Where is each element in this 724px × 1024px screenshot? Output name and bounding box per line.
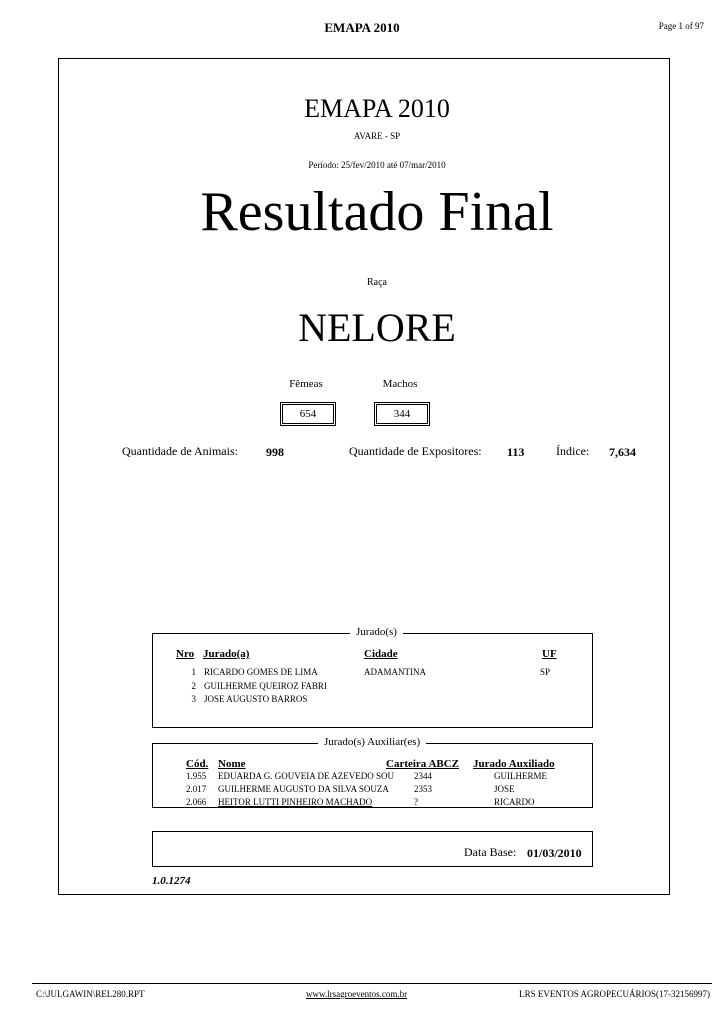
- judge-nro: 2: [191, 681, 196, 691]
- assistant-code: 2.017: [186, 784, 207, 794]
- judge-name: RICARDO GOMES DE LIMA: [204, 667, 318, 677]
- index-label: Índice:: [556, 444, 590, 458]
- assistants-col-judge: Jurado Auxiliado: [473, 758, 555, 770]
- judges-title: Jurado(s): [350, 626, 403, 638]
- females-label: Fêmeas: [289, 378, 323, 390]
- males-label: Machos: [382, 378, 418, 390]
- assistant-code: 2.066: [186, 797, 207, 807]
- assistant-judge: RICARDO: [494, 797, 535, 807]
- assistants-col-card: Carteira ABCZ: [386, 758, 460, 770]
- females-count: 654: [280, 402, 336, 426]
- assistant-name: GUILHERME AUGUSTO DA SILVA SOUZA: [218, 784, 389, 794]
- judge-uf: SP: [540, 667, 551, 677]
- assistant-code: 1.955: [186, 771, 207, 781]
- page-number: Page 1 of 97: [658, 21, 704, 31]
- report-title: Resultado Final: [200, 181, 554, 243]
- page-header-title: EMAPA 2010: [324, 20, 400, 35]
- base-date-value: 01/03/2010: [527, 846, 582, 860]
- animals-value: 998: [266, 445, 284, 459]
- judge-nro: 3: [191, 694, 196, 704]
- index-value: 7,634: [609, 445, 636, 459]
- assistants-col-code: Cód.: [186, 758, 209, 770]
- judges-col-uf: UF: [542, 648, 557, 660]
- footer-website-link[interactable]: www.lrsagroeventos.com.br: [306, 989, 408, 999]
- assistant-card: 2344: [414, 771, 432, 781]
- event-location: AVARE - SP: [353, 131, 401, 141]
- assistant-name: EDUARDA G. GOUVEIA DE AZEVEDO SOU: [218, 771, 394, 781]
- judge-name: GUILHERME QUEIROZ FABRI: [204, 681, 327, 691]
- footer-rule: [32, 983, 712, 984]
- assistant-card: ?: [414, 797, 418, 807]
- footer-company: LRS EVENTOS AGROPECUÁRIOS(17-32156997): [519, 989, 710, 999]
- assistant-card: 2353: [414, 784, 432, 794]
- exhibitors-label: Quantidade de Expositores:: [349, 444, 482, 458]
- males-count: 344: [374, 402, 430, 426]
- footer-report-path: C:\JULGAWIN\REL280.RPT: [36, 989, 145, 999]
- assistants-col-name: Nome: [218, 758, 246, 770]
- breed-label: Raça: [367, 277, 387, 288]
- judge-name: JOSE AUGUSTO BARROS: [204, 694, 308, 704]
- judges-col-city: Cidade: [364, 648, 398, 660]
- breed-name: NELORE: [298, 305, 456, 350]
- animals-label: Quantidade de Animais:: [122, 444, 238, 458]
- version-number: 1.0.1274: [152, 875, 191, 887]
- judges-col-name: Jurado(a): [203, 648, 250, 660]
- judge-city: ADAMANTINA: [364, 667, 426, 677]
- event-title: EMAPA 2010: [304, 94, 450, 123]
- judge-nro: 1: [191, 667, 196, 677]
- base-date-label: Data Base:: [464, 845, 517, 859]
- assistant-judge: GUILHERME: [494, 771, 547, 781]
- assistants-title: Jurado(s) Auxiliar(es): [318, 736, 426, 748]
- assistant-name: HEITOR LUTTI PINHEIRO MACHADO: [218, 797, 373, 807]
- exhibitors-value: 113: [507, 445, 525, 459]
- event-period: Período: 25/fev/2010 até 07/mar/2010: [308, 160, 446, 170]
- assistant-judge: JOSE: [494, 784, 515, 794]
- judges-col-nro: Nro: [176, 648, 195, 660]
